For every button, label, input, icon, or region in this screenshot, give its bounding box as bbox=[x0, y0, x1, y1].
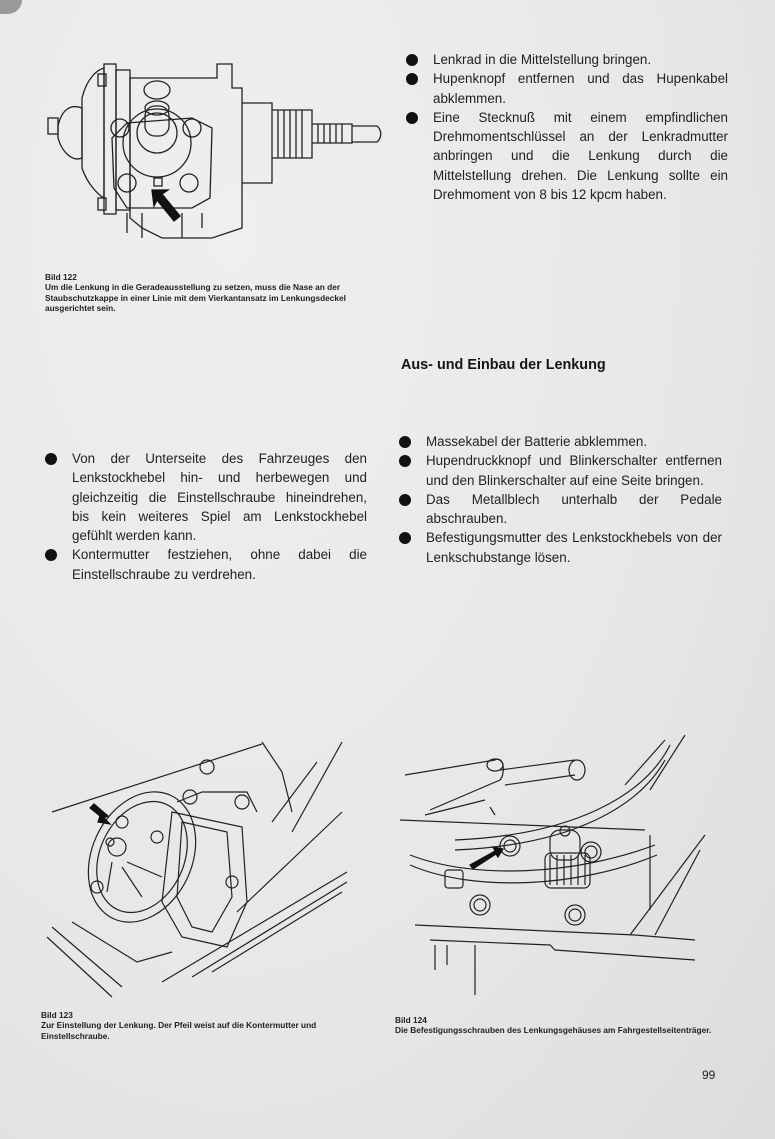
step-text: Hupenknopf entfernen und das Hupenkabel abklemmen. bbox=[433, 71, 728, 106]
list-item bbox=[399, 490, 722, 529]
step-text: Massekabel der Batterie abklemmen. bbox=[426, 434, 648, 449]
figure-123-caption bbox=[41, 1010, 371, 1041]
step-text: Hupendruckknopf und Blinkerschalter entfernen und den Blinkerschalter auf eine Seite bringen. bbox=[426, 453, 722, 488]
bullet-icon bbox=[45, 549, 57, 561]
step-text: Eine Stecknuß mit einem empfindlichen Drehmomentschlüssel an der Lenkradmutter anbringen und die Lenkung durch die Mittelstellung drehen. Die Lenkung sollte ein Drehmoment von 8 bis 12 kpcm haben. bbox=[433, 109, 728, 203]
bullet-icon bbox=[45, 453, 57, 465]
figure-122-caption bbox=[45, 272, 367, 314]
list-item bbox=[399, 451, 722, 490]
caption-text: Die Befestigungsschrauben des Lenkungsgehäuses am Fahrgestellseitenträger. bbox=[395, 1025, 712, 1036]
figure-124-caption bbox=[395, 1015, 725, 1036]
figure-label: Bild 124 bbox=[395, 1015, 427, 1025]
list-item bbox=[399, 528, 722, 567]
figure-124-illustration bbox=[395, 735, 740, 1005]
list-item bbox=[45, 449, 367, 545]
list-item bbox=[406, 108, 728, 204]
section-heading: Aus- und Einbau der Lenkung bbox=[401, 357, 606, 373]
step-text: Lenkrad in die Mittelstellung bringen. bbox=[433, 52, 652, 67]
step-list-left-mid bbox=[45, 449, 367, 584]
list-item bbox=[399, 432, 722, 451]
bullet-icon bbox=[406, 73, 418, 85]
bullet-icon bbox=[406, 54, 418, 66]
bullet-icon bbox=[399, 532, 411, 544]
page-number: 99 bbox=[702, 1068, 716, 1082]
caption-text: Um die Lenkung in die Geradeausstellung zu setzen, muss die Nase an der Staubschutzkappe in einer Linie mit dem Vierkantansatz im Lenkungsdeckel ausgerichtet sein. bbox=[45, 282, 346, 314]
list-item bbox=[406, 69, 728, 108]
figure-label: Bild 122 bbox=[45, 272, 77, 282]
step-text: Kontermutter festziehen, ohne dabei die Einstellschraube zu verdrehen. bbox=[72, 547, 367, 582]
bullet-icon bbox=[399, 436, 411, 448]
bullet-icon bbox=[399, 455, 411, 467]
step-text: Das Metallblech unterhalb der Pedale abschrauben. bbox=[426, 491, 722, 527]
caption-text: Zur Einstellung der Lenkung. Der Pfeil weist auf die Kontermutter und Einstellschraube. bbox=[41, 1020, 317, 1041]
bullet-icon bbox=[399, 494, 411, 506]
figure-123-illustration bbox=[42, 712, 382, 1002]
figure-label: Bild 123 bbox=[41, 1010, 73, 1020]
step-list-right-top bbox=[406, 50, 728, 204]
step-text: Von der Unterseite des Fahrzeuges den Lenkstockhebel hin- und herbewegen und gleichzeitig die Einstellschraube hineindrehen, bis kein weiteres Spiel am Lenkstockhebel gefühlt werden kann. bbox=[72, 451, 367, 544]
step-list-section bbox=[399, 432, 722, 567]
list-item bbox=[45, 545, 367, 584]
bullet-icon bbox=[406, 112, 418, 124]
figure-122-illustration bbox=[42, 28, 387, 258]
step-text: Befestigungsmutter des Lenkstockhebels von der Lenkschubstange lösen. bbox=[426, 530, 722, 565]
list-item bbox=[406, 50, 728, 69]
